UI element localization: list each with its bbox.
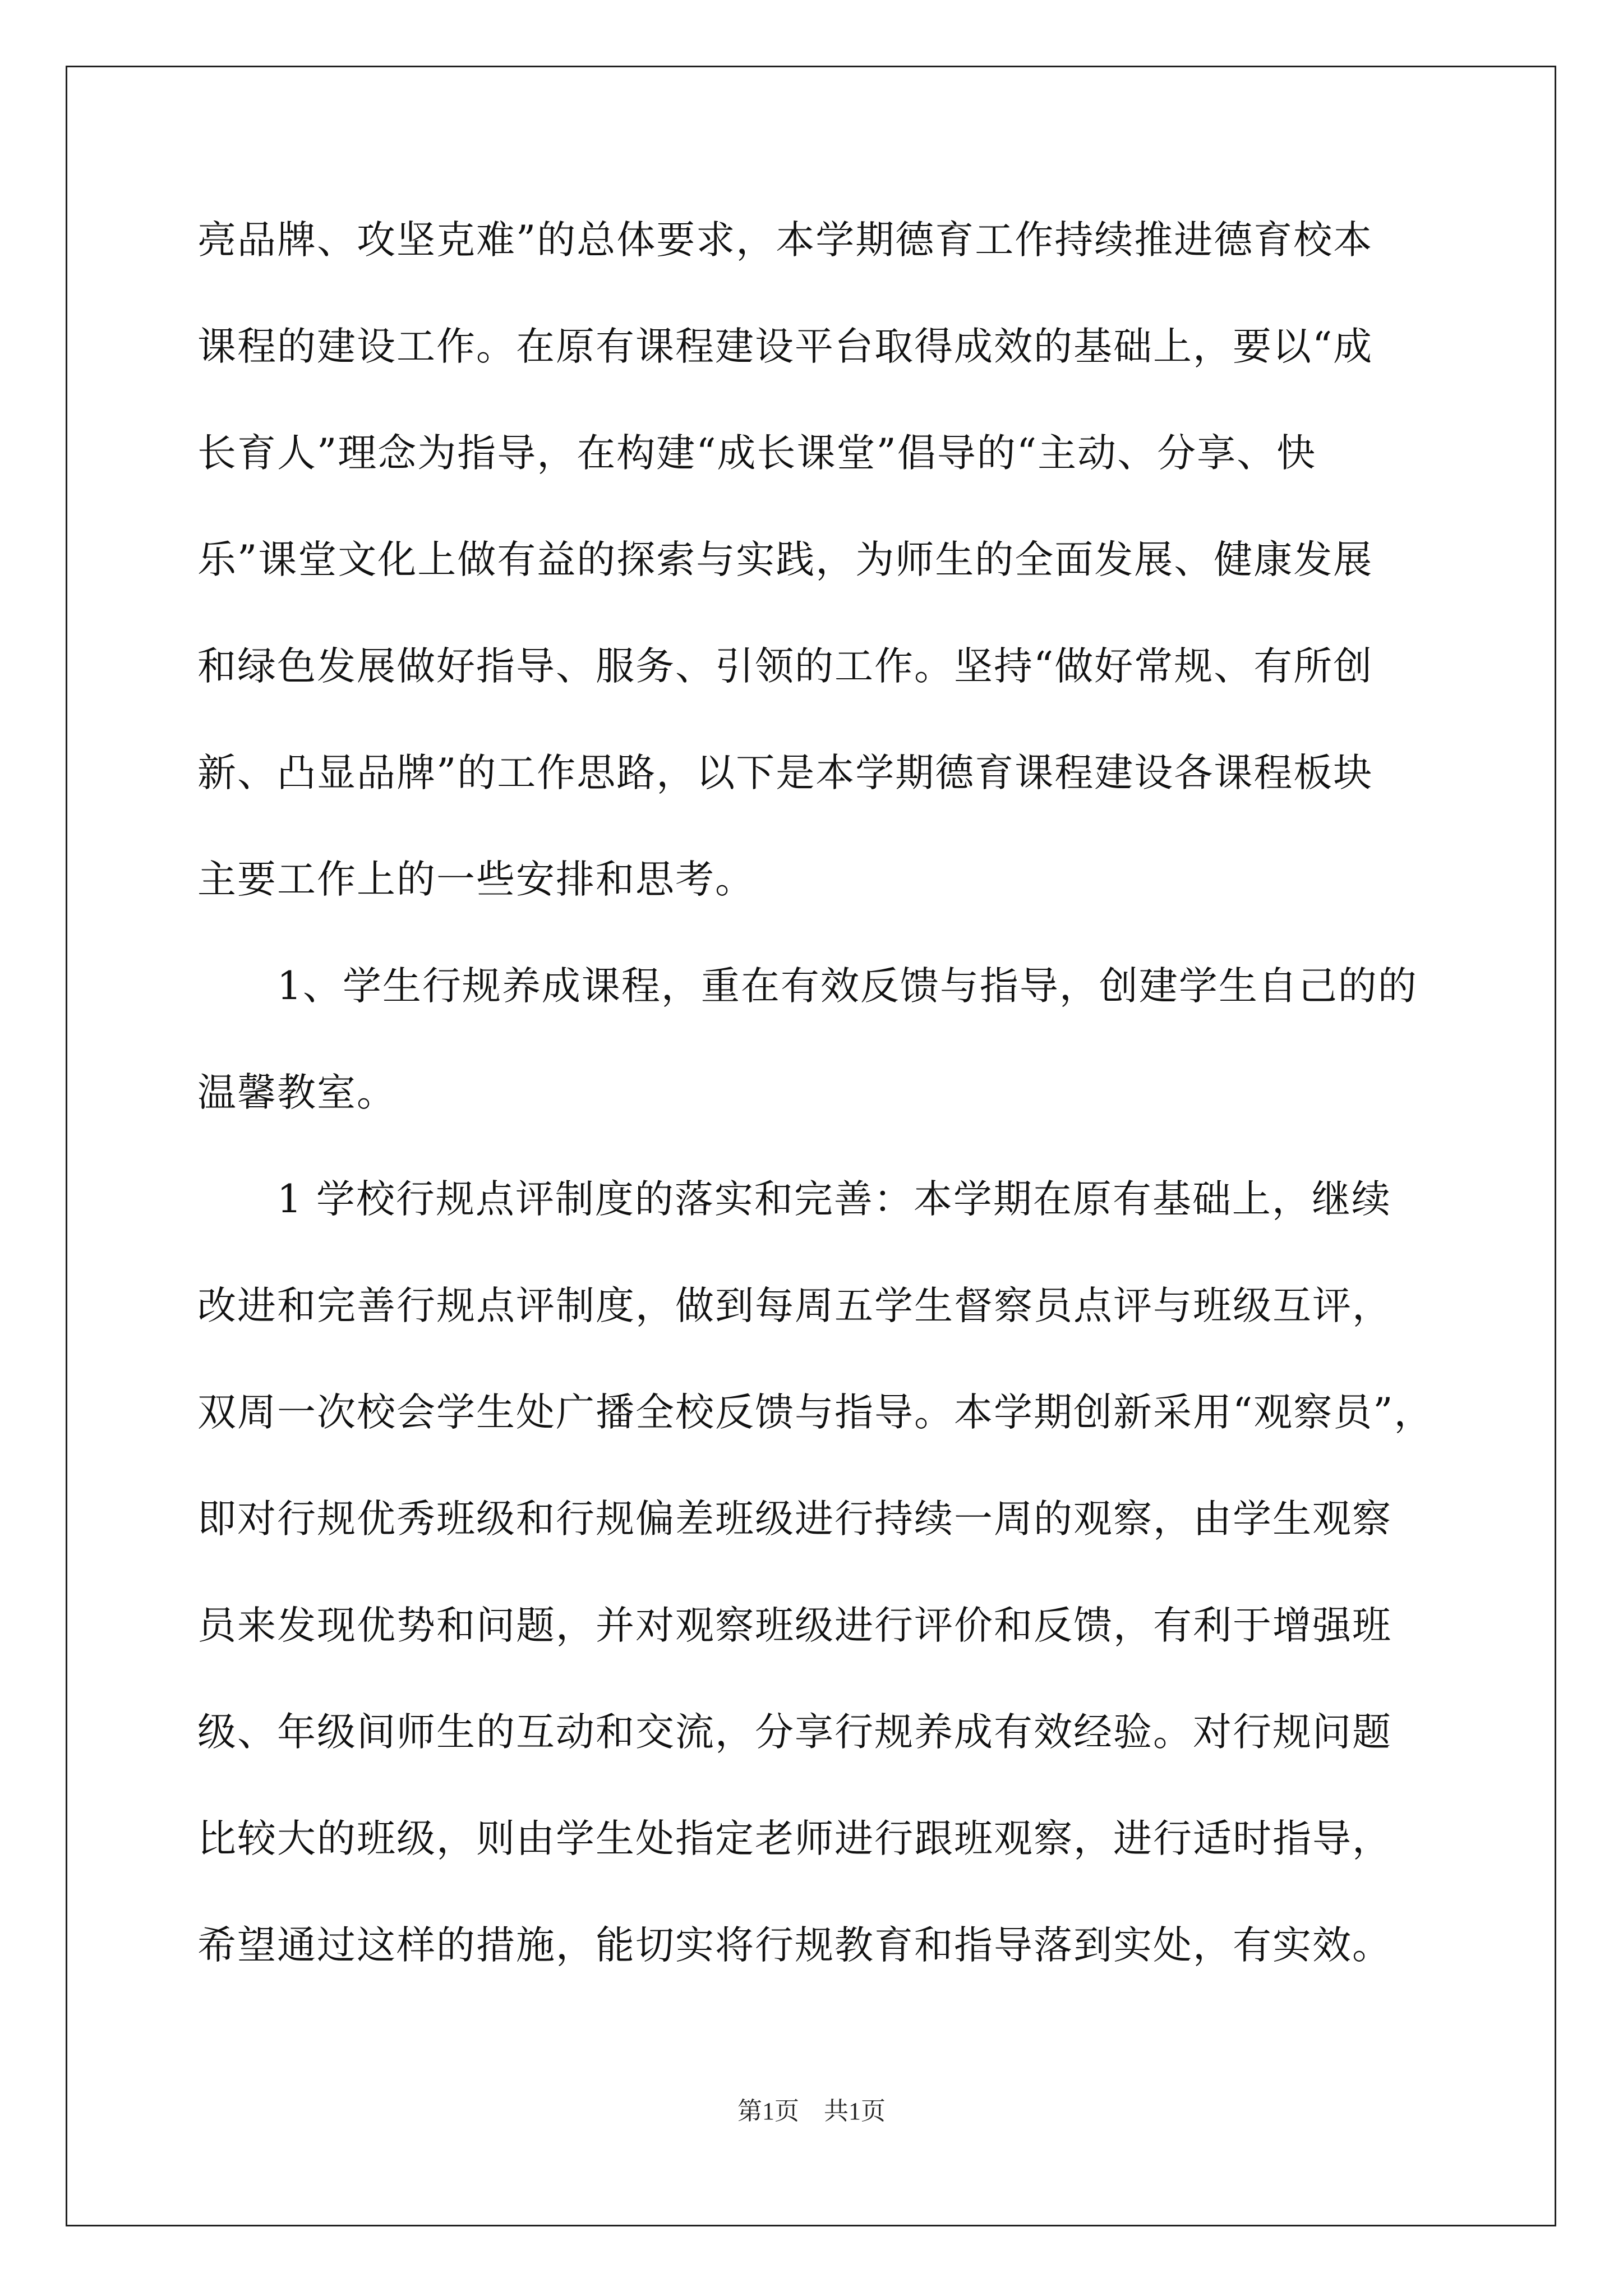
text-line: 课程的建设工作。在原有课程建设平台取得成效的基础上，要以“成 xyxy=(197,324,1373,369)
text-line: 温馨教室。 xyxy=(197,1070,396,1115)
text-line: 即对行规优秀班级和行规偏差班级进行持续一周的观察，由学生观察 xyxy=(197,1497,1392,1542)
text-line: 和绿色发展做好指导、服务、引领的工作。坚持“做好常规、有所创 xyxy=(197,644,1373,689)
text-line: 改进和完善行规点评制度，做到每周五学生督察员点评与班级互评， xyxy=(197,1283,1392,1328)
text-line: 新、凸显品牌”的工作思路，以下是本学期德育课程建设各课程板块 xyxy=(197,751,1373,795)
text-line: 1、学生行规养成课程，重在有效反馈与指导，创建学生自己的的 xyxy=(197,964,1418,1009)
page-border xyxy=(66,66,1556,2226)
text-line: 亮品牌、攻坚克难”的总体要求，本学期德育工作持续推进德育校本 xyxy=(197,218,1373,263)
page-number-footer: 第1页 共1页 xyxy=(737,2097,886,2125)
text-line: 比较大的班级，则由学生处指定老师进行跟班观察，进行适时指导， xyxy=(197,1816,1392,1861)
text-line: 乐”课堂文化上做有益的探索与实践，为师生的全面发展、健康发展 xyxy=(197,537,1373,582)
text-line: 1 学校行规点评制度的落实和完善：本学期在原有基础上，继续 xyxy=(197,1177,1391,1222)
text-line: 双周一次校会学生处广播全校反馈与指导。本学期创新采用“观察员”， xyxy=(197,1390,1434,1435)
text-line: 员来发现优势和问题，并对观察班级进行评价和反馈，有利于增强班 xyxy=(197,1603,1392,1648)
text-line: 级、年级间师生的互动和交流，分享行规养成有效经验。对行规问题 xyxy=(197,1710,1392,1755)
text-line: 长育人”理念为指导，在构建“成长课堂”倡导的“主动、分享、快 xyxy=(197,431,1317,476)
text-line: 希望通过这样的措施，能切实将行规教育和指导落到实处，有实效。 xyxy=(197,1923,1392,1968)
text-line: 主要工作上的一些安排和思考。 xyxy=(197,857,755,902)
